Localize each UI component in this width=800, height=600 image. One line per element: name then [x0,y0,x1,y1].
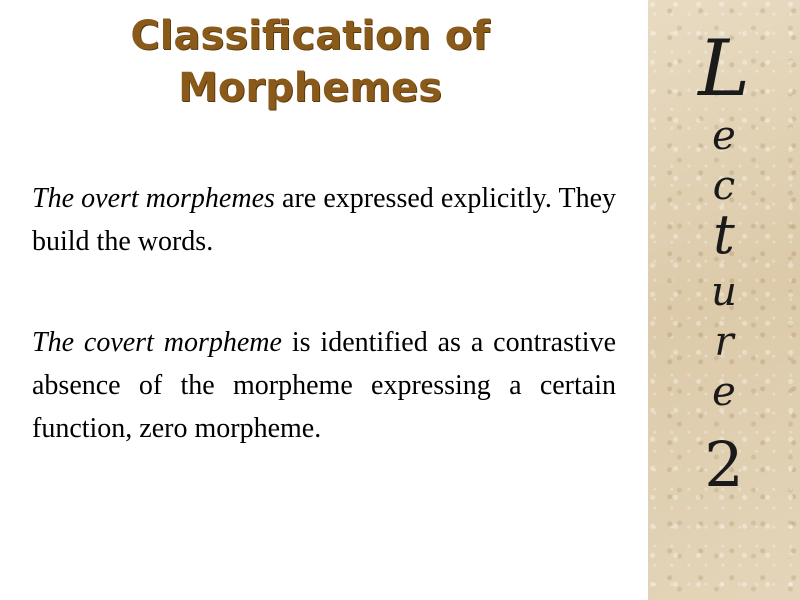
term-covert-morpheme: The covert morpheme [32,327,282,358]
letter-t: t [713,203,735,266]
paragraph-covert-text: is identified as a contrastive absence of the morpheme expressing a certain function, zero morpheme. [32,327,616,444]
term-overt-morphemes: The overt morphemes [32,183,275,214]
letter-c: c [712,163,736,209]
paragraph-covert [32,321,616,450]
letter-e-2: e [712,369,736,415]
paragraph-overt [32,177,616,263]
slide-body [32,177,616,450]
letter-e: e [712,113,736,159]
lecture-vertical-label [648,24,800,590]
letter-L: L [698,24,750,114]
paragraph-overt-text: are expressed explicitly. They build the words. [32,183,616,257]
lecture-number: 2 [704,428,744,501]
letter-u: u [711,269,737,315]
slide-title: Classification of Morphemes [130,13,490,111]
letter-r: r [714,319,734,365]
lecture-side-panel [648,0,800,600]
